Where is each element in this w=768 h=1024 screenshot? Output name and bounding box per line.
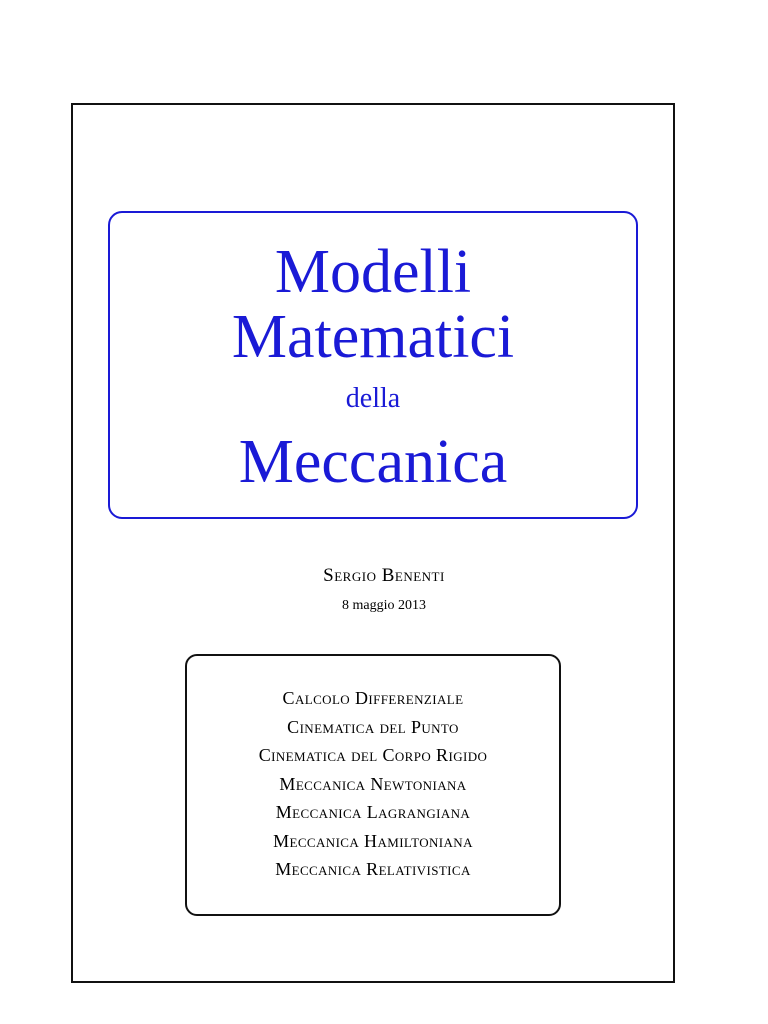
- topic-item: Cinematica del Corpo Rigido: [258, 745, 488, 765]
- title-line-meccanica: Meccanica: [238, 428, 508, 496]
- topics-box: [185, 654, 561, 916]
- topic-item: Meccanica Hamiltoniana: [273, 830, 473, 851]
- topic-item: Cinematica del Punto: [287, 716, 459, 737]
- title-line-della: della: [345, 383, 401, 414]
- author-name: Sergio Benenti: [323, 565, 445, 586]
- publication-date: 8 maggio 2013: [342, 598, 426, 613]
- topics-list: [187, 684, 559, 884]
- title-box: [108, 211, 638, 519]
- title-line-matematici: Matematici: [231, 303, 515, 371]
- topic-item: Meccanica Newtoniana: [279, 773, 467, 794]
- topic-item: Calcolo Differenziale: [282, 688, 464, 708]
- topic-item: Meccanica Lagrangiana: [275, 802, 471, 822]
- title-line-modelli: Modelli: [274, 238, 472, 306]
- topic-item: Meccanica Relativistica: [275, 859, 471, 879]
